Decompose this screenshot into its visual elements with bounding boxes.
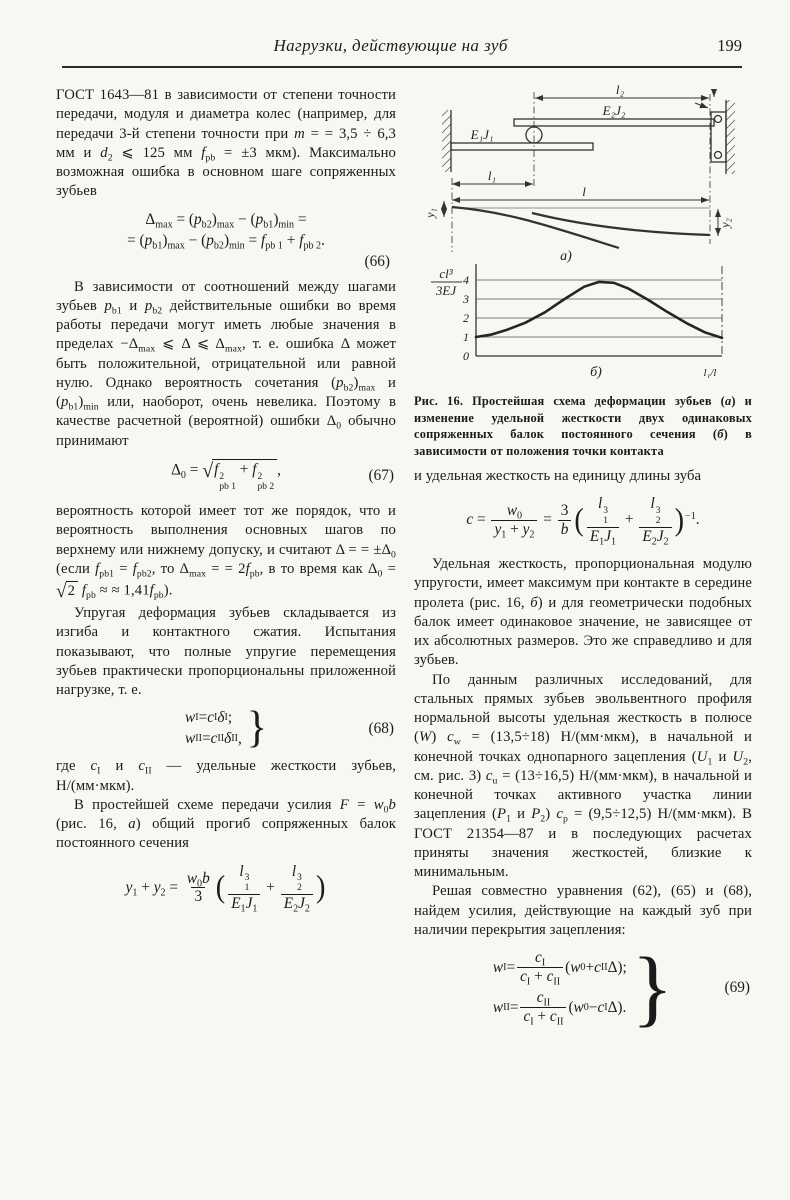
formula-68-lines	[185, 709, 242, 748]
dim-l2-label: l₂	[615, 84, 625, 97]
bearing-ball-bottom	[715, 152, 722, 159]
ylabel-denominator: 3EJ	[435, 283, 457, 298]
paragraph-solving-equations: Решая совместно уравнения (62), (65) и (68), найдем усилия, действующие на каждый зуб при наличии перекрытия зацепления:	[414, 883, 752, 938]
tick-4: 4	[463, 273, 469, 287]
paragraph-simple-scheme: В простейшей схеме передачи усилия $F = w_0b$ (рис. 16, а) общий прогиб сопряженных балок постоянного сечения	[56, 796, 396, 852]
right-wall-hatch	[726, 100, 735, 174]
formula-stiffness	[414, 495, 752, 546]
paragraph-stiffness-maximum: Удельная жесткость, пропорциональная модулю упругости, имеет максимум при контакте в середине пролета (рис. 16, б) и для геометрически подобных балок имеет одинаковое значение, не зависящее от их абсолютных размеров. Это же справедливо и для зубьев.	[414, 556, 752, 669]
formula-66-line1: $\Delta_{max} = (p_{b2})_{max} - (p_{b1})_{min}$ =	[145, 210, 307, 231]
part-a-label: а)	[560, 249, 572, 264]
figure-16-wrap	[414, 84, 752, 459]
stiffness-graph	[431, 264, 722, 356]
formula-69-line1: w I = $\frac{c_I}{c_I + c_{II}}$ ( w 0 + c II Δ);	[492, 949, 627, 988]
dim-l-label: l	[582, 184, 586, 199]
formula-67-body: $\Delta_0 = √f$ 2 pb 1 + f 2 pb 2 ,	[171, 459, 281, 493]
paragraph-unit-stiffness: и удельная жесткость на единицу длины зуба	[414, 468, 702, 484]
formula-68-line2: w II = c II δ II ,	[185, 730, 242, 748]
formula-deflection	[56, 863, 396, 914]
formula-69	[414, 939, 752, 1036]
lower-beam	[451, 143, 593, 150]
paragraph-stiffness-definition: где $c_I$ и $c_{II}$ — удельные жесткости зубьев, Н/(мм·мкм).	[56, 758, 396, 794]
stiffness-curve	[476, 282, 722, 338]
part-b-label: б)	[590, 365, 602, 380]
header-rule	[62, 66, 742, 68]
right-column	[414, 84, 752, 1035]
formula-66	[56, 211, 396, 271]
left-column	[56, 86, 396, 923]
page-header	[64, 36, 742, 56]
x-end-label: l₁/l	[703, 367, 717, 379]
beam-schematic	[442, 89, 735, 252]
paragraph-error-range: В зависимости от соотношений между шагами зубьев $p_{b1}$ и $p_{b2}$ действительные ошибки во время работы передачи могут иметь любые значения в пределах $-\Delta_{max}$ ⩽ Δ ⩽ $\Delta_{max}$, т. е. ошибка Δ может быть положительной, отрицательной или равной нулю. Однако вероятность сочетания $(p_{b2})_{max}$ и $(p_{b1})_{min}$ или, наоборот, очень невелика. Поэтому в качестве расчетной (вероятной) ошибки $\Delta_0$ обычно принимают	[56, 278, 396, 449]
tick-1: 1	[463, 330, 469, 344]
tick-3: 3	[463, 292, 469, 306]
formula-68	[56, 703, 396, 753]
equation-number-66: (66)	[364, 252, 390, 270]
formula-deflection-body: $y_1 + y_2$ = $\frac{w_0b}{3}$ ( l 3 1 $E_1J_1$ + l 3 2 $E_2J_2$ )	[125, 862, 326, 915]
equation-number-67: (67)	[368, 467, 394, 485]
page-number: 199	[717, 36, 742, 55]
formula-66-line2: = $(p_{b1})_{max} - (p_{b2})_{min} = f_{pb 1} + f_{pb 2}$.	[127, 231, 325, 252]
formula-69-lines	[493, 949, 627, 1026]
tick-0: 0	[463, 349, 469, 363]
paragraph-research-data: По данным различных исследований, для стальных прямых зубьев эвольвентного профиля нормальной высоты удельная жесткость в полюсе (W) $c_w = (13,5\div 18)$ Н/(мм·мкм), в начальной и конечной точках однопарного зацепления ($U_1$ и $U_2$, см. рис. 3) $c_u = (13\div 16,5)$ Н/(мм·мкм), в начальной и конечной точках активного участка линии зацепления ($P_1$ и $P_2$) $c_p = (9,5\div 12,5)$ Н/(мм·мкм). В ГОСТ 21354—87 и в последующих расчетах приняты значения жесткостей, близкие к минимальным.	[414, 671, 753, 881]
support-arrow	[695, 103, 708, 108]
ylabel-numerator: cl³	[439, 266, 453, 281]
paragraph-elastic-deformation: Упругая деформация зубьев складывается из изгиба и контактного сжатия. Испытания показывают, что полные упругие перемещения зубьев практически пропорциональны приложенной нагрузке, т. е.	[56, 605, 396, 699]
tick-2: 2	[463, 311, 469, 325]
equation-number-68: (68)	[368, 719, 394, 737]
beam-upper-label: E₂J₂	[602, 103, 626, 118]
paragraph-gost: ГОСТ 1643—81 в зависимости от степени точности передачи, модуля и диаметра колес (например, для передачи 3-й степени точности при m = = 3,5 ÷ 6,3 мм и $d_2$ ⩽ 125 мм $f_{pb} = \pm 3$ мкм). Максимально возможная ошибка в основном шаге сопряженных зубьев	[56, 87, 396, 200]
formula-69-line2: w II = $\frac{c_{II}}{c_I + c_{II}}$ ( w 0 − c I Δ).	[492, 989, 627, 1028]
dim-l1-label: l₁	[487, 168, 497, 183]
deflection-curve-2	[532, 213, 710, 235]
running-title: Нагрузки, действующие на зуб	[273, 36, 508, 55]
system-brace-68: }	[246, 703, 267, 753]
figure-16	[414, 84, 752, 384]
upper-beam	[514, 119, 714, 126]
bearing-ball-top	[715, 116, 722, 123]
equation-number-69: (69)	[724, 978, 750, 996]
paragraph-probability: вероятность которой имеет тот же порядок, что и вероятность выполнения основных шагов по верхнему или нижнему допуску, и считают Δ = = $\pm\Delta_0$ (если $f_{pb1} = f_{pb2}$, то $\Delta_{max}$ = = $2f_{pb}$, в то время как $\Delta_0 = √2$ $f_{pb}$ ≈ ≈ $1,41f_{pb}$).	[56, 503, 396, 603]
system-brace-69: }	[631, 939, 674, 1036]
y1-label: y₁	[423, 208, 437, 218]
formula-stiffness-body: c = $\frac{w_0}{y_1 + y_2}$ = $\frac{3}{b}$ ( l 3 1 $E_1J_1$ + l 3 2 $E_2J_2$ )$^{-1}$.	[466, 495, 700, 548]
figure-caption: Рис. 16. Простейшая схема деформации зубьев (а) и изменение удельной жесткости двух одинаковых сопряженных балок постоянного сечения (б) в зависимости от положения точки контакта	[414, 394, 752, 458]
left-wall-hatch	[442, 110, 451, 172]
formula-68-line1: w I = c I δ I ;	[185, 709, 233, 727]
beam-lower-label: E₁J₁	[470, 127, 494, 142]
formula-67	[56, 460, 396, 493]
y2-label: y₂	[718, 218, 732, 228]
